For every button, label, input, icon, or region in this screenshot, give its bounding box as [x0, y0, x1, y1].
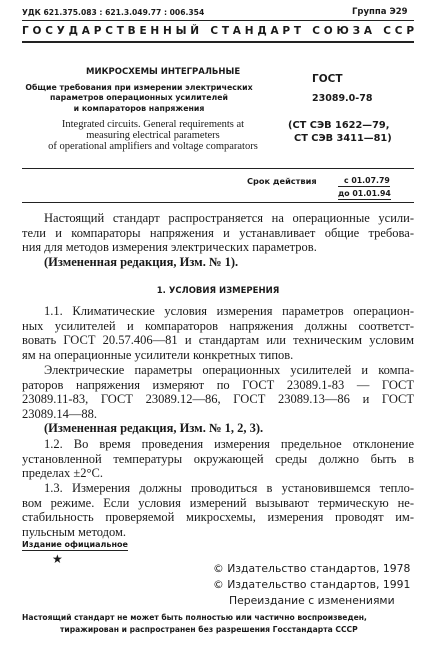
star-mark: ★ [52, 552, 63, 566]
text-line: тели и компараторы напряжения и устанавливает общие требова- [22, 225, 414, 240]
clause-1-3 [22, 481, 414, 539]
text-line: установленной температуры окружающей среды должно быть в [22, 451, 414, 466]
text-line: 1.3. Измерения должны проводиться в установившемся тепло- [44, 481, 414, 495]
reproduction-notice-line1: Настоящий стандарт не может быть полностью или частично воспроизведен, [22, 613, 367, 622]
section-title: 1. УСЛОВИЯ ИЗМЕРЕНИЯ [156, 286, 280, 296]
english-title-line: of operational amplifiers and voltage comparators [48, 141, 258, 153]
amendment-note: (Измененная редакция, Изм. № 1). [44, 254, 239, 269]
document-subtitle [22, 83, 256, 114]
intro-paragraph [22, 211, 414, 269]
clause-1-1 [22, 304, 414, 362]
text-line: стабильность проверяемой микросхемы, измерения проводят им- [22, 510, 414, 525]
validity-rule-bottom [22, 202, 414, 203]
copyright-1978: © Издательство стандартов, 1978 [213, 562, 411, 575]
subtitle-line: и компараторов напряжения [73, 103, 205, 113]
text-line: раторов напряжения измеряют по ГОСТ 23089.1-83 — ГОСТ [22, 377, 414, 392]
subtitle-line: параметров операционных усилителей [50, 93, 228, 103]
reproduction-notice-line2: тиражирован и распространен без разрешения Госстандарта СССР [60, 625, 358, 634]
gost-label: ГОСТ [312, 73, 343, 85]
text-line: ния для методов измерения электрических параметров. [22, 240, 317, 255]
udc-code: УДК 621.375.083 : 621.3.049.77 : 006.354 [22, 8, 205, 17]
group-code: Группа Э29 [352, 7, 408, 17]
text-line: вом режиме. Если условия измерений вызывают термическую не- [22, 495, 414, 510]
clause-1-2 [22, 437, 414, 481]
validity-rule-top [22, 168, 414, 169]
subtitle-line: Общие требования при измерении электрических [25, 83, 253, 92]
english-title [22, 119, 284, 153]
document-title: МИКРОСХЕМЫ ИНТЕГРАЛЬНЫЕ [86, 67, 241, 77]
top-rule [22, 20, 414, 21]
english-title-line: Integrated circuits. General requirements at [61, 119, 245, 130]
validity-to: до 01.01.94 [338, 189, 391, 198]
amendment-note: (Измененная редакция, Изм. № 1, 2, 3). [44, 421, 264, 436]
text-line: Настоящий стандарт распространяется на операционные усили- [44, 211, 414, 225]
text-line: пульсным методом. [22, 524, 127, 539]
st-sev-line: (СТ СЭВ 1622—79, [288, 120, 390, 131]
clause-1-1-electrical [22, 363, 414, 436]
text-line: 23089.11-83, ГОСТ 23089.12—86, ГОСТ 23089.13—86 и ГОСТ [22, 392, 414, 407]
banner-rule [22, 41, 414, 43]
text-line: ям на операционные усилители конкретных типов. [22, 347, 294, 362]
english-title-line: measuring electrical parameters [86, 130, 220, 142]
state-standard-banner: ГОСУДАРСТВЕННЫЙ СТАНДАРТ СОЮЗА ССР [22, 25, 418, 37]
text-line: вовать ГОСТ 20.57.406—81 и стандартам или техническим условим [22, 333, 414, 348]
reprint-note: Переиздание с изменениями [229, 594, 395, 607]
text-line: 1.2. Во время проведения измерения предельное отклонение [44, 437, 414, 451]
text-line: Электрические параметры операционных усилителей и компа- [44, 363, 414, 377]
text-line: пределах ±2°С. [22, 466, 103, 481]
text-line: ных усилителей и компараторов напряжения должны соответст- [22, 318, 414, 333]
text-line: 1.1. Климатические условия измерения параметров операцион- [44, 304, 414, 318]
gost-number: 23089.0-78 [312, 93, 373, 104]
validity-label: Срок действия [247, 176, 317, 186]
copyright-1991: © Издательство стандартов, 1991 [213, 578, 411, 591]
st-sev-line: СТ СЭВ 3411—81) [294, 132, 392, 144]
validity-from: с 01.07.79 [338, 176, 390, 187]
official-edition-label: Издание официальное [22, 540, 128, 549]
st-sev-reference [288, 120, 392, 145]
text-line: 23089.14—88. [22, 406, 97, 421]
